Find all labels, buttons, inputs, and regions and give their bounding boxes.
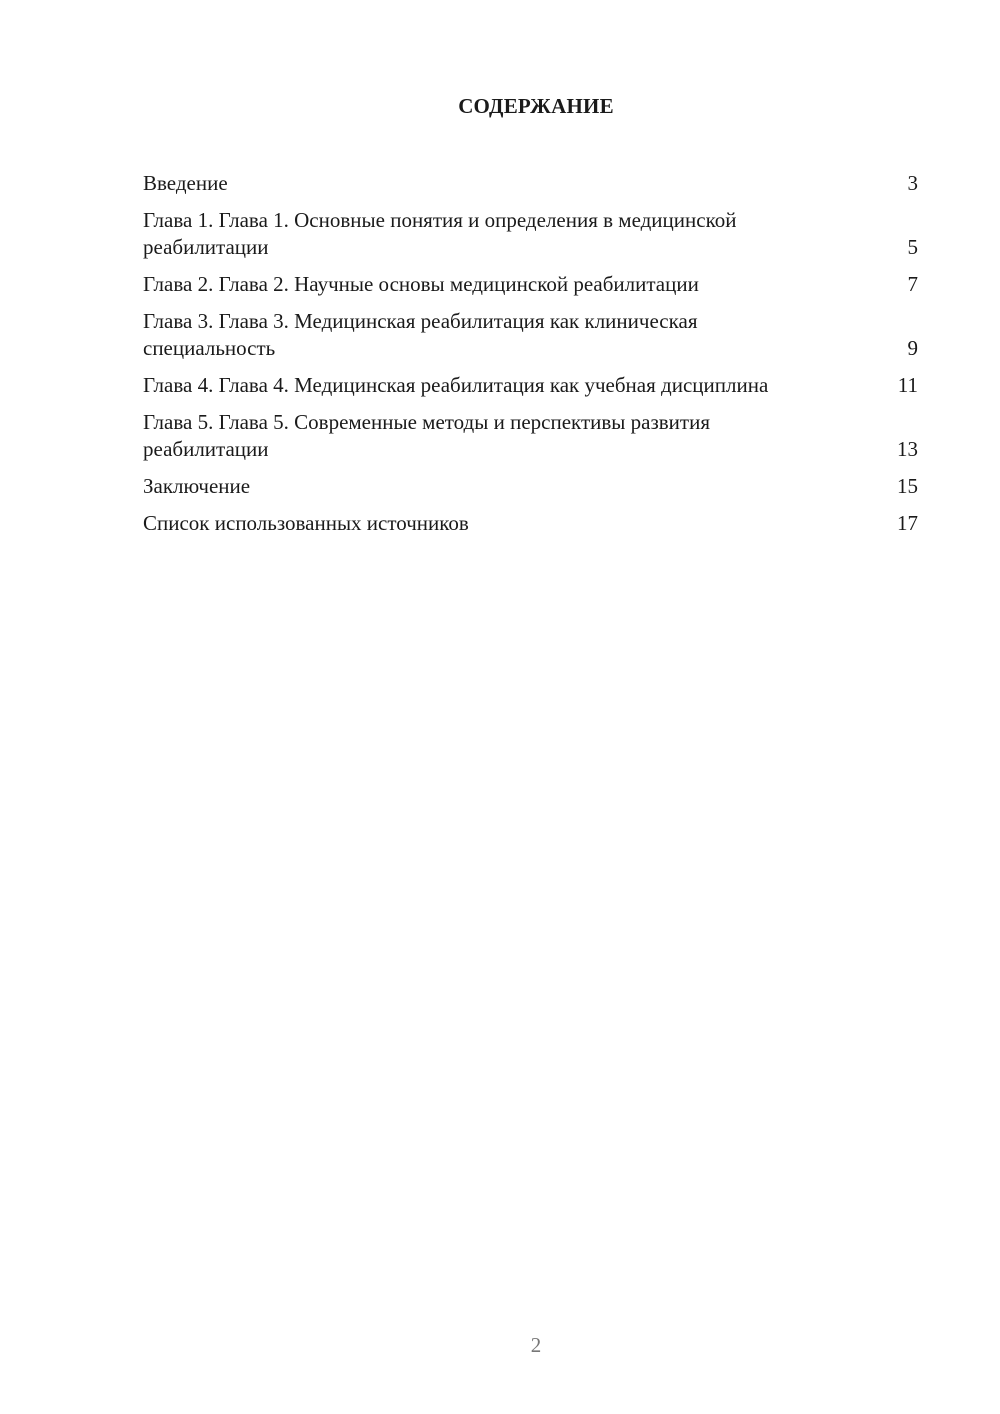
- toc-entry-page: 15: [897, 474, 918, 498]
- toc-entry-title: Глава 4. Глава 4. Медицинская реабилитация как учебная дисциплина: [143, 373, 769, 397]
- toc-entry-page: 7: [907, 272, 918, 296]
- toc-entry-page: 9: [907, 336, 918, 360]
- toc-entry-title: Заключение: [143, 474, 251, 498]
- toc-entry-page: 3: [907, 171, 918, 195]
- page-number: 2: [530, 1333, 542, 1357]
- toc-entry-chapter-2: [143, 271, 918, 298]
- table-of-contents: [143, 170, 918, 547]
- toc-entry-page: 13: [897, 437, 918, 461]
- toc-heading: СОДЕРЖАНИЕ: [458, 94, 614, 118]
- toc-entry-introduction: [143, 170, 918, 197]
- toc-entry-title: Список использованных источников: [143, 511, 469, 535]
- toc-entry-page: 5: [907, 235, 918, 259]
- toc-entry-chapter-5: [143, 409, 918, 463]
- toc-entry-title: Глава 1. Глава 1. Основные понятия и определения в медицинской реабилитации: [143, 208, 737, 259]
- toc-entry-title: Введение: [143, 171, 228, 195]
- toc-entry-page: 11: [897, 373, 918, 397]
- toc-entry-title: Глава 5. Глава 5. Современные методы и перспективы развития реабилитации: [143, 410, 710, 461]
- toc-entry-chapter-4: [143, 372, 918, 399]
- toc-entry-chapter-1: [143, 207, 918, 261]
- toc-entry-references: [143, 510, 918, 537]
- toc-entry-chapter-3: [143, 308, 918, 362]
- toc-entry-page: 17: [897, 511, 918, 535]
- toc-entry-title: Глава 3. Глава 3. Медицинская реабилитация как клиническая специальность: [143, 309, 698, 360]
- toc-entry-title: Глава 2. Глава 2. Научные основы медицинской реабилитации: [143, 272, 699, 296]
- toc-entry-conclusion: [143, 473, 918, 500]
